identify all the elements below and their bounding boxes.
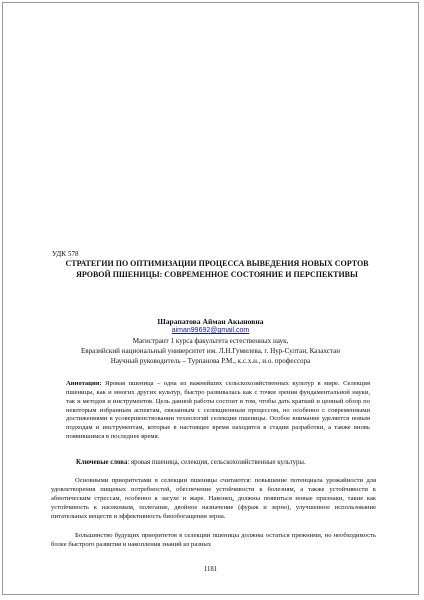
paragraph-2-text: Большинство будущих приоритетов в селекции пшеницы должны остаться прежними, но необходимость более быстрого развития и накопления знаний из разных [51,532,376,548]
paragraph-1-text: Основными приоритетами в селекции пшеницы считаются: повышение потенциала урожайности для удовлетворения пищевых потребностей, обеспечение устойчивости к болезням, а также устойчивости к абиотическим стрессам, особенно к засухе и жаре. Наконец, должны появиться новые признаки, такие как устойчивость к насекомым, полегание, двойное назначение (фураж и зерно), улучшенное использование питательных веществ и эффективность биообогащения зерна. [51,477,376,520]
body-paragraph-1 [51,477,376,522]
abstract-label: Аннотация: [66,380,102,387]
author-email-container [3,327,418,334]
affiliation-line-1: Магистрант 1 курса факультета естественных наук, [132,337,289,345]
author-name: Шарапатова Айман Акыновна [157,317,264,326]
body-paragraph-2 [51,532,376,550]
affiliation-line-2: Евразийский национальный университет им. Л.Н.Гумилева, г. Нур-Султан, Казахстан [80,347,341,355]
title-line-2: ЯРОВОЙ ПШЕНИЦЫ: СОВРЕМЕННОЕ СОСТОЯНИЕ И ПЕРСПЕКТИВЫ [76,269,358,279]
page-number: 1181 [203,566,218,573]
abstract [66,380,370,442]
paper-title [58,259,376,280]
author-email-link[interactable]: aiman99692@gmail.com [171,327,250,334]
keywords-label: Ключевые слова [76,459,128,466]
keywords [76,459,376,466]
keywords-text: : яровая пшеница, селекция, сельскохозяйственные культуры. [127,459,306,466]
abstract-text: Яровая пшеница – одна из важнейших сельскохозяйственных культур в мире. Селекция пшеницы, как и многих других культур, быстро развивалась как с точки зрения фундаментальной науки, так и методов и инструментов. Цель данной работы состоит в том, чтобы дать краткий и ценный обзор по некоторым избранным аспектам, связанным с селекционным процессом, но особенно с современными достижениями в усовершенствовании технологий селекции пшеницы. Особое внимание уделяется новым подходам и инструментам, которые в настоящее время находятся в стадии разработки, а также вновь появившимся в последнее время. [66,380,370,441]
supervisor-line: Научный руководитель – Турпанова Р.М., к.с.х.н., и.о. профессора [110,357,311,365]
page-frame [2,2,419,595]
udk-code: УДК 578 [52,250,79,258]
document-page [3,3,418,594]
title-line-1: СТРАТЕГИИ ПО ОПТИМИЗАЦИИ ПРОЦЕССА ВЫВЕДЕНИЯ НОВЫХ СОРТОВ [65,259,369,268]
